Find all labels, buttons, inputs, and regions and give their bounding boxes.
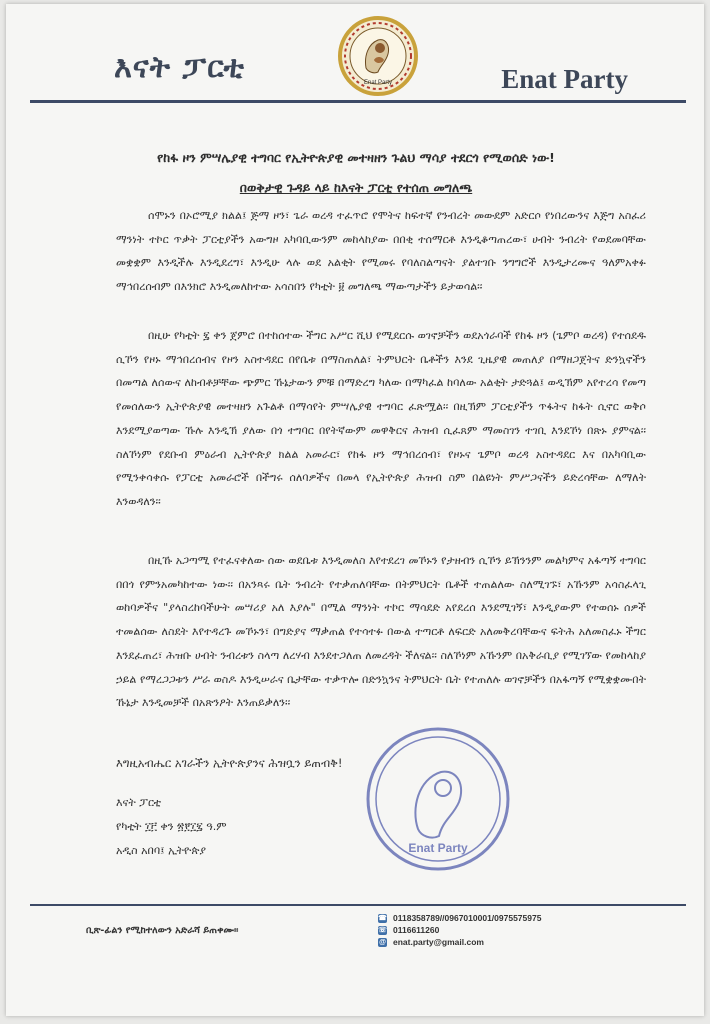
- statement-subheadline: [36, 180, 676, 196]
- contact-fax-row: [378, 924, 541, 936]
- closing-line: እግዚአብሔር አገራችን ኢትዮጵያንና ሕዝቧን ይጠብቅ!: [116, 756, 343, 770]
- letter-page: [6, 4, 704, 1016]
- contact-phone-2: 0116611260: [393, 925, 440, 935]
- contact-phone-row: [378, 912, 541, 924]
- fax-icon: ☏: [378, 926, 387, 934]
- contact-phone-1: 0118358789//0967010001/0975575975: [393, 913, 542, 923]
- signature-org: እናት ፓርቲ: [116, 796, 162, 809]
- email-icon: @: [379, 938, 386, 946]
- official-stamp: [363, 724, 513, 874]
- body-paragraph-3: በዚኹ አጋጣሚ የተፈናቀለው ሰው ወደቤቱ እንዲመለስ እየተደረገ መኾኑን የታዘብን ሲኾን ይኽንንም መልካምና አፋጣኝ ተግባር በበጎ የምንአመካከተው ነው፡፡ በአንጻሩ ቤት ንብረት የተቃጠለባቸው በትምህርት ቤቶች ተጠልለው ስለሚገኙ፣ አኹንም አሳስፈላጊ ወከባዎችና "ያላስረከባችሁት መሣሪያ አለ እያሉ" በሚል ማንነት ተኮር ማሳደድ አየደረሰ እንደሚገኝ፣ እንዲያውም የተወሰኑ ሰዎች ተመልሰው ለስደት እየተዳረጉ መኾኑን፣ በግድያና ማቃጠል የተሳተፉ በውል ተጣርቶ ለፍርድ አለመቅረባቸውና ፍትሕ አለመስፈኑ ችግር እንደፈጠረ፣ ሕዝቡ ሀብት ንብረቱን ስላጣ ለረሃብ እንደተጋለጠ ለመረዳት ችለናል፡፡ ስለኾነም አኹንም በአቅራቢያ የሚገኘው የመከላከያ ኃይል የማረጋጋቱን ሥራ ወስዶ እንዲሠራና ቤታቸው ተቃጥሎ በድንኳንና ትምህርት ቤት የተጠለሉ ወገኖቻችን በአፋጣኝ የሚቋቋሙበት ኹኔታ እንዲመቻች በአጽንዖት እንጠይቃለን፡፡: [116, 554, 646, 710]
- party-name-amharic: እናት ፓርቲ: [114, 50, 245, 85]
- subheadline-text: በወቅታዊ ጉዳይ ላይ ከእናት ፓርቲ የተሰጠ መግለጫ: [239, 180, 473, 195]
- header-divider: [30, 100, 686, 103]
- footer-divider: [30, 904, 686, 906]
- contact-email: enat.party@gmail.com: [393, 937, 484, 947]
- contact-email-row: [378, 936, 541, 948]
- body-paragraph-2: በዚሁ የካቲት ፯ ቀን ጀምሮ በተከሰተው ችግር አሥር ሺህ የሚደርሱ ወገኖቻችን ወደአጎራባች የከፋ ዞን (ጌምቦ ወረዳ) የተሰደዱ ሲኾን የዞኑ ማኅበረሰብና የዞን አስተዳደር በየቤቱ በማስጠለል፣ ትምህርት ቤቶችን እንደ ጊዜያዊ መጠለያ በማዘጋጀትና ድንኳኖችን በመጣል ለሰውና ለከብቶቻቸው ጭምር ኹኔታውን ምቹ በማድረግ ካለው በማካፈል ከባለው አልቂት ታድጓል፤ ወዲኽም አየተረሳ የመጣ የመሰለውን ኢትዮጵያዊ መተዛዘን አጉልቶ በማሳየት ምሣሌያዊ ተግባር ፈጽሟል፡፡ በዚኽም ፓርቲያችን ጥፋትና ከፋት ሲኖር ወቅሶ እንደሚያወጣው ኹሉ እንዲኽ ያለው በጎ ተግባር በየትኛውም መዋቅርና ሕዝብ ሲፈጸም ማመስገን ተገቢ እንደኾነ በጽኑ ያምናል፡፡ ስለኾነም የደቡብ ምዕራብ ኢትዮጵያ ክልል አመራር፣ የከፋ ዞን ማኅበረሰብ፣ የዞኑና ጌምቦ ወረዳ አስተዳደር እና በአካባቢው የሚንቀሳቀሱ የፓርቲ አመራሮች በችግሩ ሰለባዎችና በመላ የኢትዮጵያ ሕዝብ ስም በልዩነት ምሥጋናችን ይድረሳቸው ለማለት እንወዳለን፡፡: [116, 329, 646, 508]
- logo-caption: Enat Party: [363, 80, 393, 86]
- signature-place: አዲስ አበባ፤ ኢትዮጵያ: [116, 844, 207, 857]
- phone-icon: ☎: [378, 914, 387, 922]
- footer-note: ቢጽ-ፊልን የሚከተለውን አድራሻ ይጠቀሙ፡፡: [86, 925, 239, 936]
- footer-contacts: [378, 912, 541, 948]
- party-logo: [338, 16, 418, 96]
- signature-date: የካቲት ፲፫ ቀን ፳፻፲፯ ዓ.ም: [116, 820, 227, 833]
- body-paragraph-1: ሰሞኑን በኦሮሚያ ክልል፤ ጅማ ዞን፣ ጌራ ወረዳ ተፈጥሮ የሞትና ከፍተኛ የንብረት መውደም አድርሶ የነበረውንና እጅግ አስፈሪ ማንነት ተኮር ጥቃት ፓርቲያችን አውግዞ አካባቢውንም መከላከያው በበቂ ተሰማርቶ እንዲቆጣጠረው፣ ሀብት ንብረት የወደመባቸው መቋቋም እንዲችሉ እንዲደረግ፣ እንዲሁ ላሉ ወደ አልቂት የሚመሩ የባለስልጣናት ያልተገቡ ንግግሮች እንዲታረሙና ዓለምአቀፉ ማኅበረሰብም በእንክሮ እንዲመለከተው አሳስበን የካቲት ፱ መግለጫ ማውጣታችን ይታወሳል፡፡: [116, 209, 646, 294]
- statement-headline: የከፋ ዞን ምሣሌያዊ ተግባር የኢትዮጵያዊ መተዛዘን ጉልህ ማሳያ ተደርጎ የሚወሰድ ነው!: [157, 150, 555, 165]
- stamp-caption: Enat Party: [408, 841, 468, 855]
- party-name-english: Enat Party: [501, 64, 628, 94]
